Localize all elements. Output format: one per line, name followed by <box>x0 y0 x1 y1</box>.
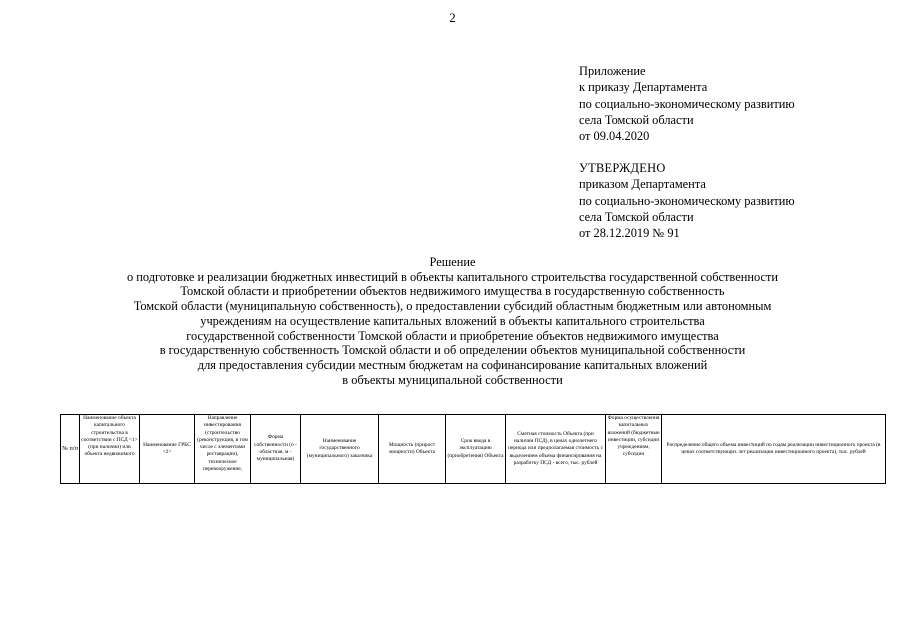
header-cell-capacity: Мощность (прирост мощности) Объекта <box>379 415 446 484</box>
header-cell-distribution-by-years: Распределение общего объема инвестиций по годам реализации инвестиционного проекта (в ценах соответствующих лет реализации инвестиционного проекта), тыс. рублей <box>662 415 886 484</box>
approval-line: села Томской области <box>579 209 694 224</box>
approval-line: приказом Департамента <box>579 177 706 192</box>
header-cell-grbs: Наименование ГРБС <2> <box>140 415 195 484</box>
approval-line: от 28.12.2019 № 91 <box>579 226 680 241</box>
appendix-block <box>579 63 795 144</box>
header-cell-object-name: Наименование объекта капитального строительства в соответствии с ПСД <1> (при наличии) или объекта недвижимого <box>80 415 140 484</box>
decision-line: для предоставления субсидии местным бюджетам на софинансирование капитальных вложений <box>197 357 708 372</box>
appendix-line: Приложение <box>579 64 646 78</box>
appendix-line: по социально-экономическому развитию <box>579 96 795 111</box>
approval-line: по социально-экономическому развитию <box>579 193 795 208</box>
appendix-line: от 09.04.2020 <box>579 129 650 144</box>
decision-line: Томской области (муниципальную собственность), о предоставлении субсидий областным бюджетным или автономным <box>133 299 772 314</box>
header-cell-number: № п/п <box>61 415 80 484</box>
decision-line: государственной собственности Томской области и приобретение объектов недвижимого имущества <box>186 328 719 343</box>
decision-block <box>0 255 905 387</box>
approval-block <box>579 160 795 241</box>
decision-line: Томской области и приобретении объектов недвижимого имущества в государственную собственность <box>180 284 725 299</box>
page-number: 2 <box>449 10 456 25</box>
header-cell-ownership-form: Форма собственности (о - областная, м - муниципальная) <box>251 415 301 484</box>
header-cell-investment-direction: Направление инвестирования (строительство (реконструкция, в том числе с элементами реставрации), техническое перевооружение, <box>195 415 251 484</box>
decision-title: Решение <box>429 255 476 269</box>
investment-table <box>60 414 886 484</box>
appendix-line: села Томской области <box>579 112 694 127</box>
header-cell-commissioning-date: Срок ввода в эксплуатацию (приобретения) Объекта <box>446 415 506 484</box>
decision-line: в государственную собственность Томской области и об определении объектов муниципальной собственности <box>159 343 746 358</box>
header-cell-estimated-cost: Сметная стоимость Объекта (при наличии ПСД), в ценах однолетнего периода или предполагаемая стоимость с выделением объема финансирования на разработку ПСД - всего, тыс. рублей <box>506 415 606 484</box>
decision-line: о подготовке и реализации бюджетных инвестиций в объекты капитального строительства государственной собственности <box>126 269 779 284</box>
header-cell-customer: Наименование государственного (муниципального) заказчика <box>301 415 379 484</box>
appendix-line: к приказу Департамента <box>579 80 708 95</box>
table-header-row <box>61 415 886 484</box>
header-cell-investment-form: Форма осуществления капитальных вложений (бюджетные инвестиции, субсидии учреждениям, субсидии <box>606 415 662 484</box>
decision-line: учреждениям на осуществление капитальных вложений в объекты капитального строительства <box>200 313 705 328</box>
decision-line: в объекты муниципальной собственности <box>342 372 563 387</box>
approval-heading: УТВЕРЖДЕНО <box>579 161 666 175</box>
